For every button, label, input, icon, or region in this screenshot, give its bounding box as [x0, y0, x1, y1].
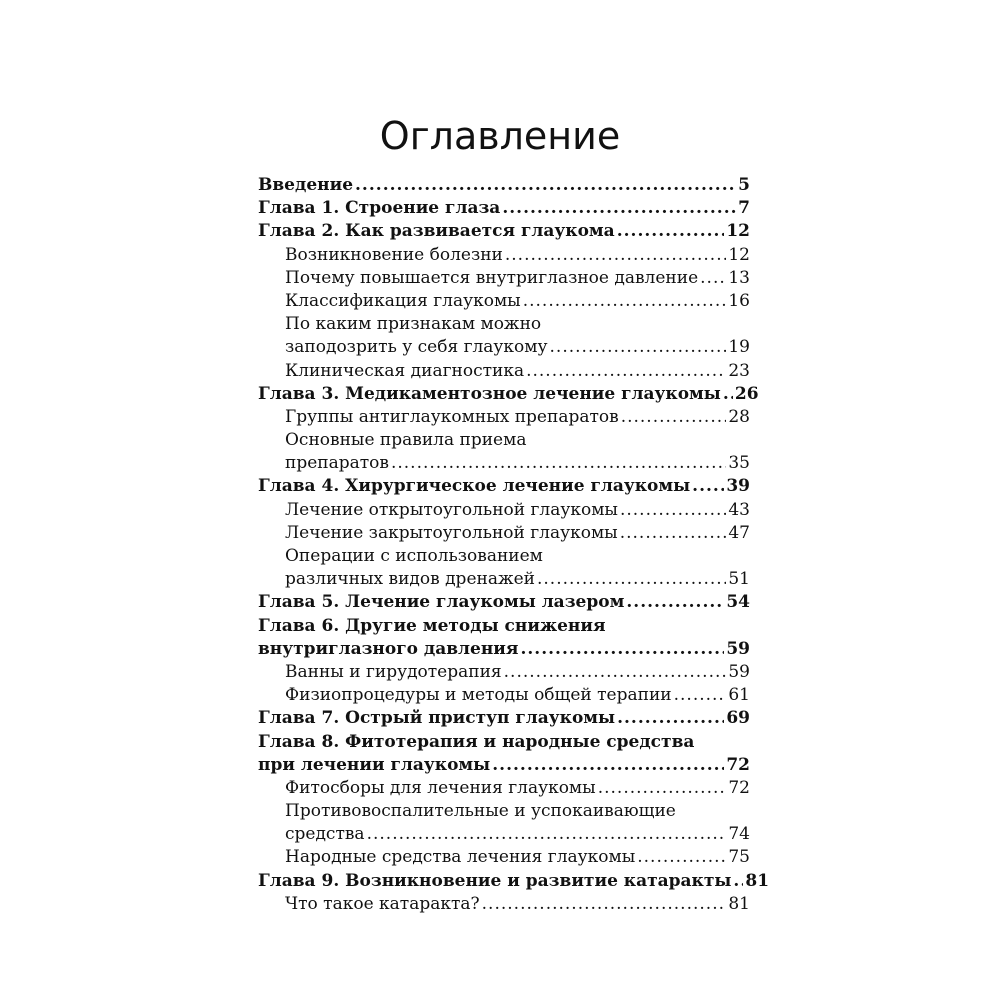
toc-entry-label: Классификация глаукомы: [285, 290, 521, 311]
toc-entry-label: Фитосборы для лечения глаукомы: [285, 777, 596, 798]
toc-entry-label: Народные средства лечения глаукомы: [285, 847, 636, 868]
toc-entry-page-number: 43: [728, 499, 750, 520]
toc-section-entry: [258, 360, 750, 383]
toc-entry-label: Лечение открытоугольной глаукомы: [285, 499, 618, 520]
dot-leader: [355, 174, 736, 197]
dot-leader: [367, 823, 727, 846]
table-of-contents: [258, 174, 770, 916]
toc-entry-page-number: 61: [728, 685, 750, 706]
toc-entry-page-number: 23: [728, 360, 750, 381]
toc-entry-page-number: 13: [728, 267, 750, 288]
toc-entry-page-number: 5: [738, 175, 750, 195]
toc-entry-page-number: 75: [728, 847, 750, 868]
toc-entry-label: Глава 1. Строение глаза: [258, 198, 501, 219]
toc-entry-label: Ванны и гирудотерапия: [285, 661, 502, 682]
toc-entry-label: Лечение закрытоугольной глаукомы: [285, 522, 618, 543]
toc-section-entry: [258, 267, 750, 290]
toc-section-entry: [258, 893, 750, 916]
toc-entry-label: Почему повышается внутриглазное давление: [285, 267, 699, 288]
toc-entry-label: Глава 7. Острый приступ глаукомы: [258, 708, 616, 729]
toc-chapter-entry: [258, 174, 750, 197]
toc-entry-page-number: 59: [728, 661, 750, 682]
dot-leader: [692, 475, 724, 498]
toc-entry-label: различных видов дренажей: [285, 569, 535, 590]
toc-section-entry: [258, 823, 750, 846]
dot-leader: [733, 870, 743, 893]
toc-entry-label: Глава 4. Хирургическое лечение глаукомы: [258, 476, 691, 497]
toc-chapter-entry: [258, 383, 759, 406]
toc-entry-label: Операции с использованием: [285, 546, 543, 566]
toc-section-entry: [258, 290, 750, 313]
dot-leader: [505, 244, 726, 267]
toc-section-entry: [258, 800, 750, 823]
toc-entry-label: средства: [285, 824, 365, 845]
toc-entry-page-number: 69: [726, 708, 750, 729]
toc-entry-page-number: 72: [726, 754, 750, 775]
toc-entry-label: Глава 9. Возникновение и развитие катаракты: [258, 870, 732, 891]
toc-entry-page-number: 47: [728, 522, 750, 543]
dot-leader: [550, 336, 727, 359]
dot-leader: [621, 406, 727, 429]
dot-leader: [674, 684, 727, 707]
toc-entry-label: Глава 3. Медикаментозное лечение глаукомы: [258, 383, 721, 404]
toc-chapter-entry: [258, 870, 770, 893]
dot-leader: [598, 777, 727, 800]
dot-leader: [502, 197, 736, 220]
toc-section-entry: [258, 406, 750, 429]
toc-chapter-entry: [258, 475, 750, 498]
toc-chapter-entry: [258, 220, 750, 243]
toc-entry-page-number: 74: [728, 824, 750, 845]
dot-leader: [617, 220, 725, 243]
toc-entry-page-number: 39: [726, 476, 750, 497]
toc-entry-label: Группы антиглаукомных препаратов: [285, 406, 619, 427]
dot-leader: [626, 591, 724, 614]
dot-leader: [482, 893, 727, 916]
toc-chapter-entry: [258, 731, 750, 754]
dot-leader: [637, 846, 726, 869]
toc-chapter-entry: [258, 707, 750, 730]
dot-leader: [504, 661, 727, 684]
toc-section-entry: [258, 684, 750, 707]
dot-leader: [526, 360, 726, 383]
toc-entry-page-number: 19: [728, 337, 750, 358]
toc-section-entry: [258, 777, 750, 800]
toc-chapter-entry: [258, 754, 750, 777]
toc-entry-label: Физиопроцедуры и методы общей терапии: [285, 685, 672, 706]
toc-chapter-entry: [258, 197, 750, 220]
dot-leader: [523, 290, 727, 313]
toc-entry-page-number: 81: [745, 870, 770, 891]
toc-entry-label: Введение: [258, 175, 354, 195]
toc-entry-label: По каким признакам можно: [285, 314, 542, 335]
toc-entry-page-number: 54: [726, 592, 750, 613]
toc-entry-label: Возникновение болезни: [285, 244, 503, 265]
toc-section-entry: [258, 429, 750, 452]
toc-section-entry: [258, 661, 750, 684]
toc-entry-label: Глава 6. Другие методы снижения: [258, 615, 606, 636]
toc-entry-page-number: 72: [728, 777, 750, 798]
toc-entry-page-number: 81: [728, 893, 750, 914]
toc-entry-label: Глава 8. Фитотерапия и народные средства: [258, 731, 695, 752]
dot-leader: [723, 383, 733, 406]
toc-entry-label: при лечении глаукомы: [258, 754, 491, 775]
page-title: Оглавление: [379, 114, 621, 158]
toc-section-entry: [258, 499, 750, 522]
dot-leader: [391, 452, 726, 475]
toc-entry-page-number: 12: [726, 221, 750, 242]
toc-section-entry: [258, 452, 750, 475]
toc-entry-label: заподозрить у себя глаукому: [285, 337, 548, 358]
toc-entry-page-number: 7: [738, 198, 750, 219]
toc-section-entry: [258, 846, 750, 869]
toc-chapter-entry: [258, 591, 750, 614]
toc-entry-page-number: 16: [728, 290, 750, 311]
toc-section-entry: [258, 568, 750, 591]
dot-leader: [492, 754, 724, 777]
dot-leader: [520, 638, 724, 661]
toc-entry-page-number: 35: [728, 453, 750, 474]
toc-entry-page-number: 59: [726, 638, 750, 659]
toc-entry-label: Клиническая диагностика: [285, 360, 525, 381]
toc-entry-label: Глава 5. Лечение глаукомы лазером: [258, 592, 625, 613]
dot-leader: [700, 267, 726, 290]
toc-entry-label: Основные правила приема: [285, 430, 527, 451]
toc-entry-page-number: 51: [728, 569, 750, 590]
toc-section-entry: [258, 522, 750, 545]
toc-entry-page-number: 26: [734, 383, 759, 404]
dot-leader: [537, 568, 726, 591]
toc-section-entry: [258, 244, 750, 267]
toc-entry-label: Противовоспалительные и успокаивающие: [285, 801, 676, 822]
toc-chapter-entry: [258, 638, 750, 661]
dot-leader: [620, 499, 726, 522]
toc-entry-page-number: 12: [728, 244, 750, 265]
toc-section-entry: [258, 336, 750, 359]
toc-section-entry: [258, 313, 750, 336]
toc-entry-label: Что такое катаракта?: [285, 893, 480, 914]
toc-chapter-entry: [258, 615, 750, 638]
toc-entry-page-number: 28: [728, 406, 750, 427]
dot-leader: [620, 522, 727, 545]
toc-entry-label: препаратов: [285, 453, 389, 474]
dot-leader: [617, 707, 724, 730]
toc-section-entry: [258, 545, 750, 568]
toc-entry-label: Глава 2. Как развивается глаукома: [258, 221, 615, 242]
toc-entry-label: внутриглазного давления: [258, 638, 519, 659]
